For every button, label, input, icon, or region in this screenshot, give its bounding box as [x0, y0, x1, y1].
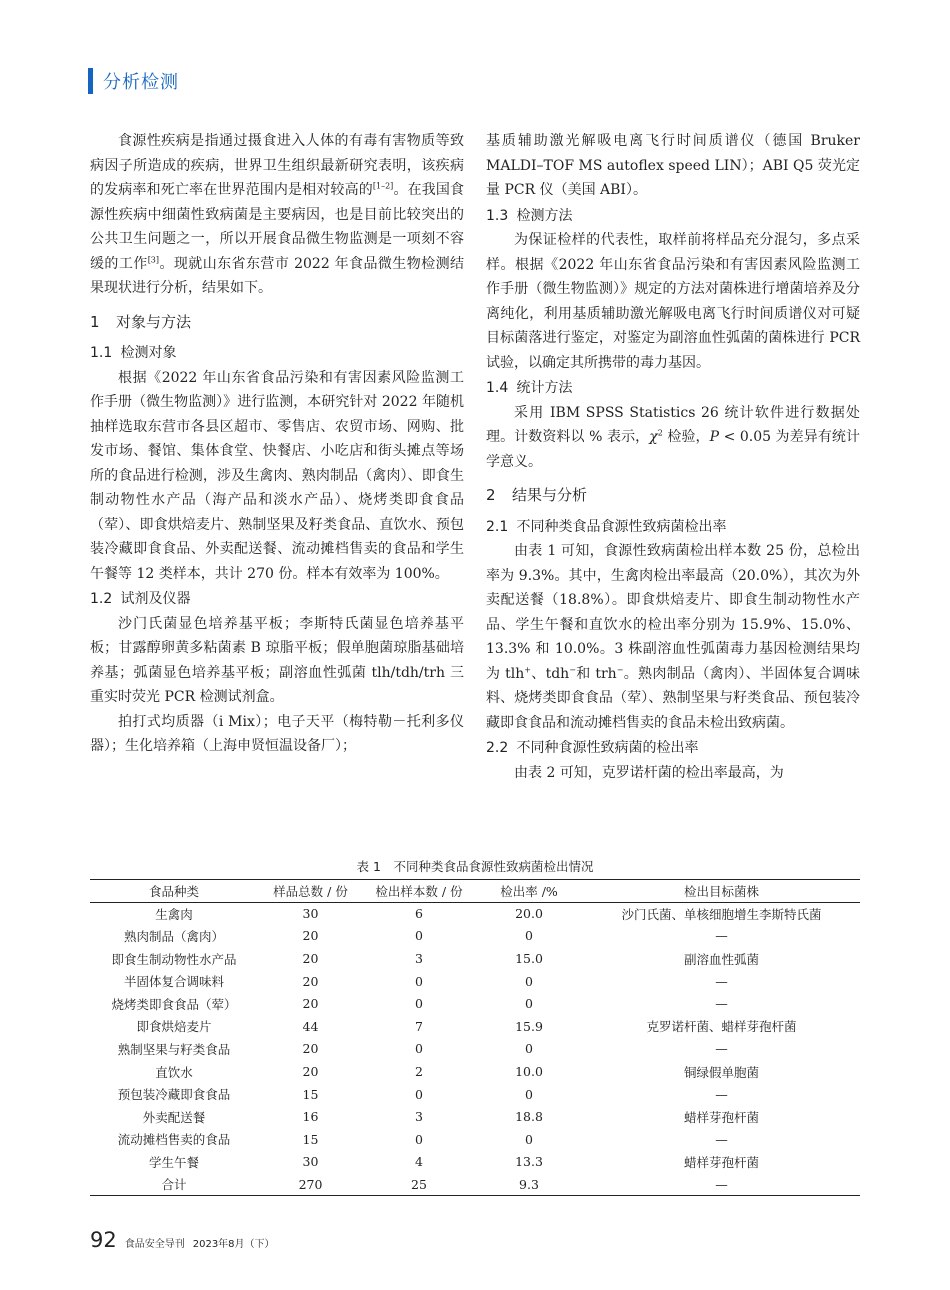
- table-cell: 20: [302, 973, 319, 989]
- table-cell: 0: [525, 1131, 533, 1147]
- table-cell: 蜡样芽孢杆菌: [683, 1109, 759, 1125]
- table-row: [90, 970, 860, 993]
- paragraph-1-2-continued: 基质辅助激光解吸电离飞行时间质谱仪（德国 Bruker MALDI–TOF MS autoflex speed LIN）；ABI Q5 荧光定量 PCR 仪（美国 ABI）。: [486, 133, 860, 198]
- table-cell: —: [715, 1041, 728, 1057]
- table-cell: 0: [415, 996, 423, 1012]
- subsection-heading-1-2: 1.2 试剂及仪器: [90, 591, 191, 607]
- intro-paragraph: 食源性疾病是指通过摄食进入人体的有毒有害物质等致病因子所造成的疾病，世界卫生组织最新研究表明，该疾病的发病率和死亡率在世界范围内是相对较高的[1–2]。在我国食源性疾病中细菌性致病菌是主要病因，也是目前比较突出的公共卫生问题之一，所以开展食品微生物监测是一项刻不容缓的工作[3]。现就山东省东营市 2022 年食品微生物检测结果现状进行分析，结果如下。: [90, 133, 465, 296]
- table-cell: 20: [302, 1041, 319, 1057]
- table-cell: 10.0: [515, 1064, 543, 1080]
- paragraph-2-2: 由表 2 可知，克罗诺杆菌的检出率最高，为: [514, 764, 784, 781]
- table-cell: 13.3: [515, 1154, 543, 1170]
- table-cell: 20.0: [515, 906, 543, 922]
- table-cell: 20: [302, 1064, 319, 1080]
- table-cell: 0: [525, 1086, 533, 1102]
- table-cell: 15.9: [515, 1018, 543, 1034]
- table-cell: —: [715, 973, 728, 989]
- table-cell: 沙门氏菌、单核细胞增生李斯特氏菌: [621, 906, 822, 922]
- table-cell: 流动摊档售卖的食品: [117, 1132, 231, 1148]
- table-cell: 18.8: [515, 1109, 543, 1125]
- subsection-heading-1-4: 1.4 统计方法: [486, 380, 573, 396]
- paragraph-1-2-reagents: 沙门氏菌显色培养基平板；李斯特氏菌显色培养基平板；甘露醇卵黄多粘菌素 B 琼脂平板；假单胞菌琼脂基础培养基；弧菌显色培养基平板；副溶血性弧菌 tlh/tdh/trh 三重实时荧光 PCR 检测试剂盒。: [90, 615, 464, 705]
- table-cell: 15: [302, 1086, 319, 1102]
- table-cell: 9.3: [519, 1176, 539, 1192]
- table-row: [90, 947, 860, 970]
- section-title: 分析检测: [103, 72, 179, 93]
- subsection-heading-2-1: 2.1 不同种类食品食源性致病菌检出率: [486, 518, 727, 535]
- table-cell: 3: [415, 951, 423, 967]
- table-cell: 合计: [161, 1177, 187, 1193]
- table-cell: 0: [525, 928, 533, 944]
- table-cell: 15.0: [515, 951, 543, 967]
- table-row: [90, 925, 860, 948]
- table-row: [90, 1083, 860, 1106]
- page-footer: [90, 1228, 275, 1252]
- subsection-heading-1-1: 1.1 检测对象: [90, 345, 177, 361]
- table-row: [90, 1105, 860, 1128]
- table-cell: 30: [302, 906, 319, 922]
- table-cell: —: [715, 996, 728, 1012]
- table-cell: 4: [415, 1154, 423, 1170]
- paragraph-1-2-instruments: 拍打式均质器（i Mix）；电子天平（梅特勒－托利多仪器）；生化培养箱（上海申贤恒温设备厂）；: [90, 713, 464, 754]
- table-caption: 表 1 不同种类食品食源性致病菌检出情况: [356, 859, 594, 874]
- table-cell: 0: [525, 973, 533, 989]
- table-row: [90, 1060, 860, 1083]
- table-cell: 3: [415, 1109, 423, 1125]
- column-header: 检出目标菌株: [683, 883, 759, 899]
- table-cell: 克罗诺杆菌、蜡样芽孢杆菌: [646, 1019, 797, 1035]
- section-heading-2: 2 结果与分析: [486, 486, 588, 504]
- data-table: [90, 879, 860, 1196]
- table-row: [90, 1015, 860, 1038]
- table-cell: 即食烘焙麦片: [136, 1019, 212, 1035]
- table-row: [90, 1128, 860, 1151]
- paragraph-1-4: 采用 IBM SPSS Statistics 26 统计软件进行数据处理。计数资料以 % 表示，$\chi^2$ 检验，P < 0.05 为差异有统计学意义。: [486, 404, 860, 470]
- table-cell: 25: [411, 1176, 427, 1192]
- left-column: [90, 129, 464, 759]
- table-cell: 0: [415, 928, 423, 944]
- table-cell: 蜡样芽孢杆菌: [683, 1154, 759, 1170]
- section-header: [88, 68, 179, 94]
- table-header-row: [90, 880, 860, 903]
- right-column: [486, 129, 860, 785]
- table-cell: 270: [298, 1176, 323, 1192]
- table-row: [90, 1151, 860, 1174]
- table-cell: 副溶血性弧菌: [683, 951, 759, 967]
- table-cell: 20: [302, 928, 319, 944]
- table-cell: 2: [415, 1064, 423, 1080]
- table-row: [90, 1038, 860, 1061]
- table-row: [90, 1173, 860, 1196]
- table-cell: 外卖配送餐: [142, 1109, 206, 1125]
- table-cell: 7: [415, 1018, 423, 1034]
- column-header: 样品总数 / 份: [273, 883, 348, 899]
- page-number: 92: [90, 1228, 117, 1252]
- header-accent-bar: [88, 68, 93, 94]
- citation-ref[interactable]: [3]: [147, 254, 160, 264]
- column-header: 检出率 /%: [500, 883, 558, 899]
- citation-ref[interactable]: [1–2]: [372, 181, 394, 191]
- table-cell: 学生午餐: [148, 1154, 199, 1170]
- table-cell: 0: [525, 996, 533, 1012]
- section-heading-1: 1 对象与方法: [90, 312, 192, 331]
- table-cell: 44: [302, 1018, 319, 1034]
- table-cell: 20: [302, 996, 319, 1012]
- table-cell: 6: [415, 906, 423, 922]
- paragraph-1-3: 为保证检样的代表性，取样前将样品充分混匀，多点采样。根据《2022 年山东省食品污染和有害因素风险监测工作手册（微生物监测）》规定的方法对菌株进行增菌培养及分离纯化，利用基质辅助激光解吸电离飞行时间质谱仪对可疑目标菌落进行鉴定，对鉴定为副溶血性弧菌的菌株进行 PCR 试验，以确定其所携带的毒力基因。: [486, 232, 860, 371]
- table-row: [90, 992, 860, 1015]
- table-cell: —: [715, 1176, 728, 1192]
- table-cell: 即食生制动物性水产品: [111, 951, 237, 967]
- table-cell: 熟肉制品（禽肉）: [123, 928, 224, 944]
- table-cell: 铜绿假单胞菌: [683, 1064, 759, 1080]
- table-cell: 烧烤类即食食品（荤）: [111, 996, 237, 1012]
- table-cell: 15: [302, 1131, 319, 1147]
- table-cell: —: [715, 1086, 728, 1102]
- table-cell: —: [715, 1131, 728, 1147]
- table-cell: 0: [525, 1041, 533, 1057]
- table-cell: 30: [302, 1154, 319, 1170]
- table-cell: 0: [415, 1041, 423, 1057]
- paragraph-2-1: 由表 1 可知，食源性致病菌检出样本数 25 份，总检出率为 9.3%。其中，生禽肉检出率最高（20.0%），其次为外卖配送餐（18.8%）。即食烘焙麦片、即食生制动物性水产品、学生午餐和直饮水的检出率分别为 15.9%、15.0%、13.3% 和 10.0%。3 株副溶血性弧菌毒力基因检测结果均为 tlh+、tdh−和 trh−。熟肉制品（禽肉）、半固体复合调味料、烧烤类即食食品（荤）、熟制坚果与籽类食品、预包装冷藏即食食品和流动摊档售卖的食品未检出致病菌。: [486, 543, 860, 731]
- table-cell: 0: [415, 1131, 423, 1147]
- subsection-heading-2-2: 2.2 不同种食源性致病菌的检出率: [486, 740, 699, 756]
- table-cell: 20: [302, 951, 319, 967]
- column-header: 检出样本数 / 份: [375, 883, 463, 899]
- journal-name: 食品安全导刊: [124, 1239, 185, 1250]
- table-cell: 0: [415, 1086, 423, 1102]
- subsection-heading-1-3: 1.3 检测方法: [486, 207, 573, 224]
- table-row: [90, 902, 860, 925]
- issue-date: 2023年8月（下）: [192, 1239, 275, 1250]
- table-1: [90, 857, 860, 1196]
- table-cell: 预包装冷藏即食食品: [117, 1087, 231, 1103]
- table-cell: 16: [302, 1109, 319, 1125]
- table-cell: 生禽肉: [155, 906, 193, 922]
- table-cell: 熟制坚果与籽类食品: [117, 1041, 231, 1057]
- table-cell: 0: [415, 973, 423, 989]
- table-cell: 半固体复合调味料: [123, 974, 224, 990]
- paragraph-1-1: 根据《2022 年山东省食品污染和有害因素风险监测工作手册（微生物监测）》进行监测，本研究针对 2022 年随机抽样选取东营市各县区超市、零售店、农贸市场、网购、批发市场、餐馆、集体食堂、快餐店、小吃店和街头摊点等场所的食品进行检测，涉及生禽肉、熟肉制品（禽肉）、即食生制动物性水产品（海产品和淡水产品）、烧烤类即食食品（荤）、即食烘焙麦片、熟制坚果及籽类食品、直饮水、预包装冷藏即食食品、外卖配送餐、流动摊档售卖的食品和学生午餐等 12 类样本，共计 270 份。样本有效率为 100%。: [90, 369, 464, 582]
- column-header: 食品种类: [148, 883, 199, 899]
- table-cell: —: [715, 928, 728, 944]
- table-cell: 直饮水: [155, 1064, 193, 1080]
